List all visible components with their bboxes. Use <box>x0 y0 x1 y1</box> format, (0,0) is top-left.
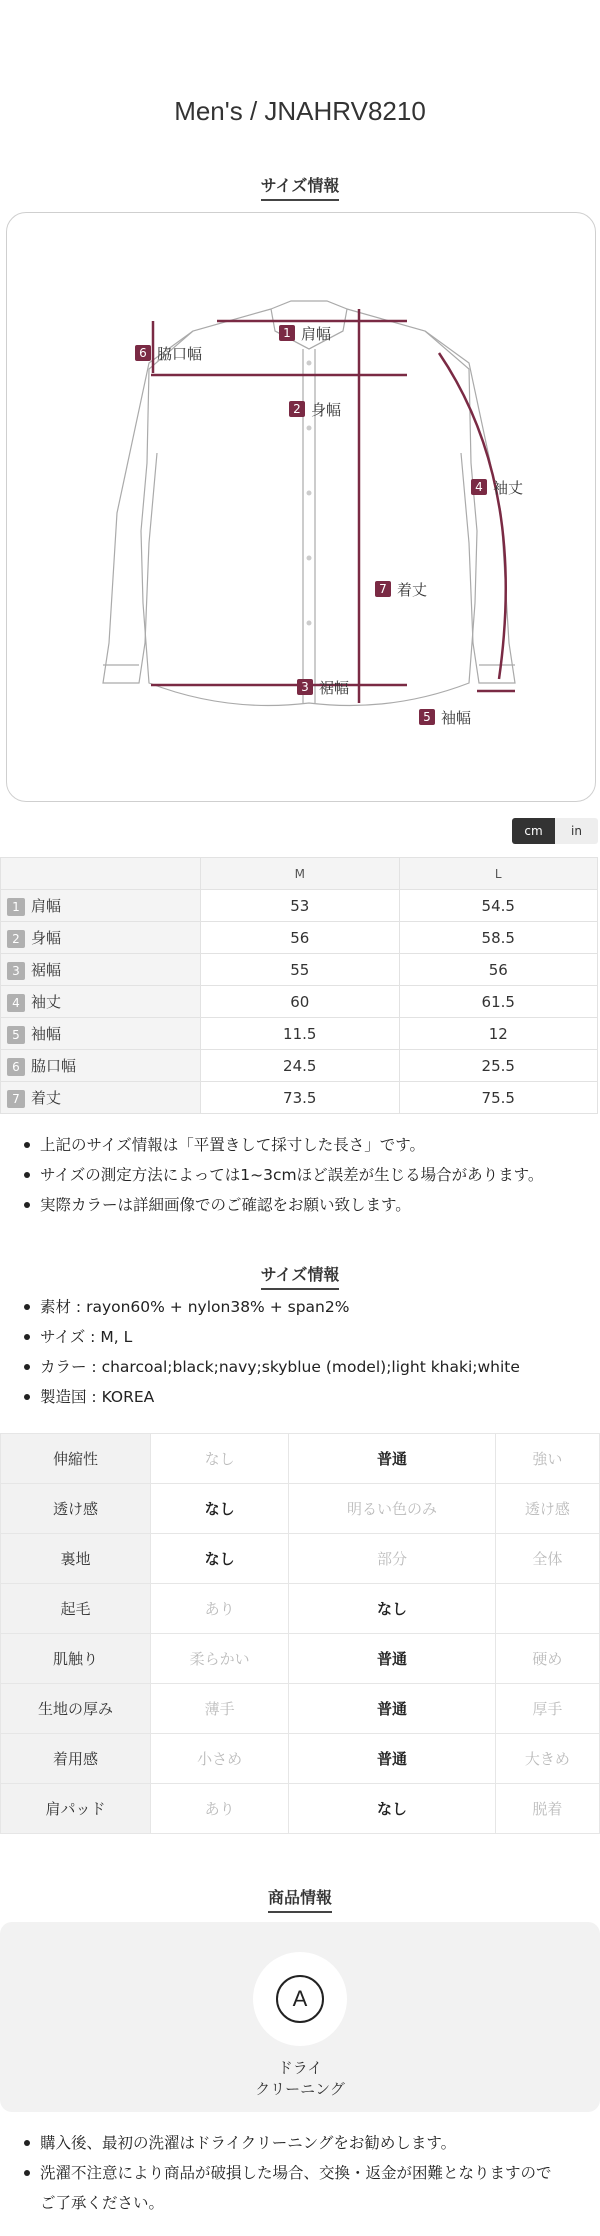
list-item <box>24 2158 552 2218</box>
label-texts <box>157 325 523 727</box>
label-4-num: 4 <box>475 480 483 494</box>
attribute-option: 明るい色のみ <box>289 1484 495 1534</box>
attribute-label: 生地の厚み <box>1 1684 151 1734</box>
label-5-text: 袖幅 <box>441 709 472 727</box>
size-value: 11.5 <box>201 1018 400 1050</box>
label-2-num: 2 <box>293 402 301 416</box>
size-col-m: M <box>201 858 400 890</box>
table-row <box>1 1634 600 1684</box>
attribute-option: 厚手 <box>495 1684 599 1734</box>
attribute-option: 脱着 <box>495 1784 599 1834</box>
list-item: サイズ : M, L <box>24 1322 520 1352</box>
attribute-option: 柔らかい <box>151 1634 289 1684</box>
label-6-num: 6 <box>139 346 147 360</box>
size-value: 58.5 <box>399 922 598 954</box>
table-row <box>1 1050 598 1082</box>
attribute-option-selected: 普通 <box>289 1684 495 1734</box>
care-circle <box>253 1952 347 2046</box>
list-item: 上記のサイズ情報は「平置きして採寸した長さ」です。 <box>24 1130 543 1160</box>
label-badge-numbers <box>139 326 483 724</box>
size-value: 73.5 <box>201 1082 400 1114</box>
size-value: 61.5 <box>399 986 598 1018</box>
list-item: 購入後、最初の洗濯はドライクリーニングをお勧めします。 <box>24 2128 552 2158</box>
size-value: 24.5 <box>201 1050 400 1082</box>
spec-list <box>24 1292 520 1412</box>
size-value: 25.5 <box>399 1050 598 1082</box>
label-6-text: 脇口幅 <box>157 345 203 363</box>
attribute-option: 強い <box>495 1434 599 1484</box>
table-row <box>1 1734 600 1784</box>
row-number-badge: 3 <box>7 962 25 980</box>
list-item-line-2: ご了承ください。 <box>40 2194 165 2212</box>
table-row <box>1 1684 600 1734</box>
size-table-header <box>1 858 598 890</box>
list-item: サイズの測定方法によっては1~3cmほど誤差が生じる場合があります。 <box>24 1160 543 1190</box>
page-title: Men's / JNAHRV8210 <box>174 96 426 126</box>
row-label: 袖丈 <box>31 993 62 1011</box>
label-2-text: 身幅 <box>311 401 342 419</box>
size-diagram <box>6 212 596 802</box>
attribute-option-selected: なし <box>289 1784 495 1834</box>
attribute-option-selected: 普通 <box>289 1734 495 1784</box>
attribute-label: 着用感 <box>1 1734 151 1784</box>
size-value: 55 <box>201 954 400 986</box>
row-label: 袖幅 <box>31 1025 62 1043</box>
row-number-badge: 2 <box>7 930 25 948</box>
care-label-line-1: ドライ <box>277 2059 323 2077</box>
attribute-option-selected: なし <box>289 1584 495 1634</box>
row-number-badge: 4 <box>7 994 25 1012</box>
table-row <box>1 986 598 1018</box>
label-4-text: 袖丈 <box>493 479 524 497</box>
table-row <box>1 1018 598 1050</box>
care-label <box>0 2058 600 2100</box>
row-number-badge: 7 <box>7 1090 25 1108</box>
size-notes <box>24 1130 543 1220</box>
table-row <box>1 922 598 954</box>
row-label: 身幅 <box>31 929 62 947</box>
label-7-num: 7 <box>379 582 387 596</box>
label-badges <box>135 325 487 725</box>
size-value: 56 <box>201 922 400 954</box>
attribute-option: 薄手 <box>151 1684 289 1734</box>
attribute-option: 小さめ <box>151 1734 289 1784</box>
row-label: 脇口幅 <box>31 1057 77 1075</box>
table-row <box>1 1484 600 1534</box>
size-value: 12 <box>399 1018 598 1050</box>
attribute-label: 伸縮性 <box>1 1434 151 1484</box>
size-value: 75.5 <box>399 1082 598 1114</box>
attribute-option-selected: なし <box>151 1484 289 1534</box>
attribute-label: 起毛 <box>1 1584 151 1634</box>
label-7-text: 着丈 <box>397 581 428 599</box>
unit-toggle <box>512 818 598 844</box>
product-section-title: 商品情報 <box>0 1885 600 1913</box>
table-row <box>1 1082 598 1114</box>
shirt-diagram-svg <box>7 213 596 802</box>
attribute-label: 肌触り <box>1 1634 151 1684</box>
row-label: 肩幅 <box>31 897 62 915</box>
row-number-badge: 1 <box>7 898 25 916</box>
table-row <box>1 1434 600 1484</box>
attribute-label: 裏地 <box>1 1534 151 1584</box>
list-item: 実際カラーは詳細画像でのご確認をお願い致します。 <box>24 1190 543 1220</box>
product-notes <box>24 2128 552 2218</box>
table-row <box>1 1784 600 1834</box>
attribute-option: 透け感 <box>495 1484 599 1534</box>
attribute-option: 硬め <box>495 1634 599 1684</box>
row-number-badge: 5 <box>7 1026 25 1044</box>
table-row <box>1 890 598 922</box>
care-label-line-2: クリーニング <box>255 2080 345 2098</box>
size-col-l: L <box>399 858 598 890</box>
label-1-text: 肩幅 <box>301 325 332 343</box>
size-value: 54.5 <box>399 890 598 922</box>
attribute-table <box>0 1433 600 1834</box>
attribute-option <box>495 1584 599 1634</box>
attribute-label: 透け感 <box>1 1484 151 1534</box>
table-row <box>1 1534 600 1584</box>
size-value: 60 <box>201 986 400 1018</box>
care-box <box>0 1922 600 2112</box>
unit-in-button[interactable]: in <box>571 824 582 838</box>
label-3-text: 裾幅 <box>319 679 350 697</box>
table-row <box>1 954 598 986</box>
size-value: 53 <box>201 890 400 922</box>
label-3-num: 3 <box>301 680 309 694</box>
measurement-lines <box>151 309 515 703</box>
attribute-option-selected: なし <box>151 1534 289 1584</box>
size-section-title: サイズ情報 <box>0 173 600 201</box>
row-label: 裾幅 <box>31 961 62 979</box>
dry-clean-icon: A <box>276 1975 324 2023</box>
attribute-option: あり <box>151 1784 289 1834</box>
attribute-option: 部分 <box>289 1534 495 1584</box>
size-value: 56 <box>399 954 598 986</box>
row-label: 着丈 <box>31 1089 62 1107</box>
unit-cm-button[interactable]: cm <box>512 818 555 844</box>
spec-section-title: サイズ情報 <box>0 1262 600 1290</box>
list-item: カラー : charcoal;black;navy;skyblue (model);light khaki;white <box>24 1352 520 1382</box>
table-row <box>1 1584 600 1634</box>
list-item: 製造国 : KOREA <box>24 1382 520 1412</box>
label-5-num: 5 <box>423 710 431 724</box>
list-item-line-1: 洗濯不注意により商品が破損した場合、交換・返金が困難となりますので <box>40 2164 552 2182</box>
attribute-option-selected: 普通 <box>289 1434 495 1484</box>
attribute-option-selected: 普通 <box>289 1634 495 1684</box>
attribute-option: 全体 <box>495 1534 599 1584</box>
attribute-option: なし <box>151 1434 289 1484</box>
size-table <box>0 857 598 1114</box>
attribute-label: 肩パッド <box>1 1784 151 1834</box>
attribute-option: あり <box>151 1584 289 1634</box>
size-table-corner <box>1 858 201 890</box>
list-item: 素材 : rayon60% + nylon38% + span2% <box>24 1292 520 1322</box>
row-number-badge: 6 <box>7 1058 25 1076</box>
attribute-option: 大きめ <box>495 1734 599 1784</box>
label-1-num: 1 <box>283 326 291 340</box>
